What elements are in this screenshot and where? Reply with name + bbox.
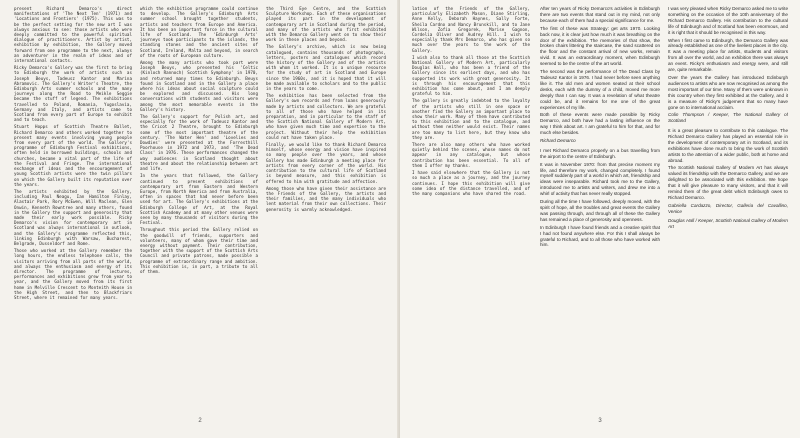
paragraph: The Gallery's archive, which is now being catalogued, contains thousands of photographs, letters, posters and catalogues which record the history of the Gallery and of the artists with whom it worked. It is a unique resource for the study of art in Scotland and Europe since the 1960s, and it is hoped that it will be made available to scholars and to the public in the years to come.	[266, 44, 386, 92]
paragraph: In Edinburgh I have found friends and a creative spirit that I had not found anywhere else. For this I shall always be grateful to Richard, and to all those who have worked with him.	[540, 224, 660, 248]
paragraph: The first of these was Strategy: get arts 1970. Looking back now, it is clear just how much it was breathing on the door of the exhibition. The memories of that show, the broken chairs littering the staircase, the sand scattered on the floor and the constant arrival of new works, remain vivid. It was an extraordinary moment, when Edinburgh seemed to be the centre of the art world.	[540, 25, 660, 67]
paragraph: the Third Eye Centre, and the Scottish Sculpture Workshop. Each of these organisations played its part in the development of contemporary art in Scotland during the period, and many of the artists who first exhibited with the Demarco Gallery went on to show their work in these places and beyond.	[266, 6, 386, 43]
paragraph: It is a great pleasure to contribute to this catalogue. The Richard Demarco Gallery has played an essential role in the development of contemporary art in Scotland, and its exhibitions have done much to bring the work of Scottish artists to the attention of a wider public, both at home and abroad.	[668, 128, 788, 163]
paragraph: I wish also to thank all those at the Scottish National Gallery of Modern Art, particularly Douglas Hall, who has been a friend of the Gallery since its earliest days, and who has supported its work with great generosity. It is through his encouragement that this exhibition has come about, and I am deeply grateful to him.	[412, 54, 530, 97]
signature-colin-thompson: Colin Thompson / Keeper, The National Gallery of Scotland	[668, 112, 788, 124]
right-column-3	[668, 6, 788, 410]
paragraph: Among those who have given their assistance are the Friends of the Gallery, the artists and their families, and the many individuals who lent material from their own collections. Their generosity is warmly acknowledged.	[266, 185, 386, 212]
paragraph: The exhibition has been selected from the Gallery's own records and from loans generously made by artists and collectors. We are grateful to all of those who have helped in its preparation, and in particular to the staff of the Scottish National Gallery of Modern Art, who have given much time and expertise to the project. Without their help the exhibition could not have taken place.	[266, 93, 386, 140]
paragraph: I have said elsewhere that the Gallery is not so much a place as a journey, and the journey continues. I hope this exhibition will give some idea of the distance travelled, and of the many companions who have shared the road.	[412, 170, 530, 196]
signature-gabriella-cardazzo: Gabriella Cardazzo, Director, Galleria del Cavallino, Venice	[668, 202, 788, 214]
right-column-2	[540, 6, 660, 410]
paragraph: During all the time I have followed, deeply moved, with the spirit of hope, all the troubles and great events the Gallery was passing through, and through all of these the Gallery has remained a place of generosity and openness.	[540, 199, 660, 222]
left-column-3	[266, 6, 386, 410]
paragraph: Those who worked at the Gallery remember the long hours, the endless telephone calls, the visitors arriving from all parts of the world, and always the enthusiasm and energy of its director. The programme of lectures, performances and exhibitions grew from year to year, and the Gallery moved from its first home in Melville Crescent to Monteith House in the High Street, and then to Blackfriars Street, where it remained for many years.	[14, 248, 132, 300]
paragraph: After ten years of Ricky Demarco's activities in Edinburgh there are two events that stand out in my mind, not only because each of them had a special significance for me.	[540, 6, 660, 23]
left-column-1	[14, 6, 132, 410]
paragraph: The artists exhibited by the Gallery, including Paul Neagu, Ian Hamilton Finlay, Alastair Park, Rory McEwen, Will Maclean, Glen Onwin, Kenneth Rowntree and many others, found in the Gallery the support and generosity that made their early work possible. Ricky Demarco's vision for contemporary art in Scotland was always international in outlook, and the Gallery's programme reflected this, linking Edinburgh with Warsaw, Bucharest, Belgrade, Dusseldorf and Rome.	[14, 188, 132, 246]
paragraph: In the years that followed, the Gallery continued to present exhibitions of contemporary art from Eastern and Western Europe, from North America and from Australia, often in spaces that had never before been used for art. The Gallery's exhibitions at the Edinburgh College of Art, at the Royal Scottish Academy and at many other venues were seen by many thousands of visitors during the Festival.	[140, 173, 258, 226]
paragraph: The Gallery's support for Polish art, and especially for the work of Tadeusz Kantor and the Cricot 2 Theatre, brought to Edinburgh some of the most important theatre of the century. 'The Water Hen' and 'Lovelies and Dowdies' were presented at the Forresthill Poorhouse in 1972 and 1973, and 'The Dead Class' in 1976. These performances changed the way audiences in Scotland thought about theatre and about the relationship between art and life.	[140, 114, 258, 172]
paragraph: I was very pleased when Ricky Demarco asked me to write something on the occasion of the 10th anniversary of the Richard Demarco Gallery. His contribution to the cultural life of Edinburgh and of Scotland has been enormous, and it is right that it should be recognised in this way.	[668, 6, 788, 35]
paragraph: I met Richard Demarco properly on a bus travelling from the airport to the centre of Edinburgh.	[540, 147, 660, 159]
page-number-left: 2	[198, 418, 202, 424]
paragraph: lation of the Friends of the Gallery, particularly Elizabeth Mason, Diane Stirling, Anne Kelly, Deborah Haynes, Sally Forte, Sheila Cardno and Nancy Brunskill, and to Jane Wilson, Zofia Gregorek, Marise Gagnon, Cordelia Oliver and Audrey Hill. I wish to especially thank Mrs Demarco, who has given so much over the years to the work of the Gallery.	[412, 6, 530, 53]
paragraph: The Scottish National Gallery of Modern Art has always valued its friendship with the Demarco Gallery, and we are delighted to be associated with this exhibition. We hope that it will give pleasure to many visitors, and that it will remind them of the great debt which Edinburgh owes to Richard Demarco.	[668, 165, 788, 200]
paragraph: which the exhibition programme could continue to develop. The Gallery's Edinburgh Arts summer school brought together students, artists and teachers from Europe and America. It has been an important force in the cultural life of Scotland. The 'Edinburgh Arts' journeys took participants to the islands, the standing stones and the ancient sites of Scotland, Ireland, Malta and beyond, in search of the roots of European culture.	[140, 6, 258, 58]
paragraph: Over the years the Gallery has introduced Edinburgh audiences to artists who are now recognised as among the most important of our time. Many of them were unknown in this country when they first exhibited at the Gallery, and it is a measure of Ricky's judgement that so many have gone on to international acclaim.	[668, 74, 788, 110]
paragraph: Throughout this period the Gallery relied on the goodwill of friends, supporters and volunteers, many of whom gave their time and energy without payment. Their contribution, together with the support of the Scottish Arts Council and private patrons, made possible a programme of extraordinary range and ambition. This exhibition is, in part, a tribute to all of them.	[140, 227, 258, 274]
paragraph: Finally, we would like to thank Richard Demarco himself, whose energy and vision have inspired so many people over the years, and whose Gallery has made Edinburgh a meeting place for artists from every corner of the world. His contribution to the cultural life of Scotland is beyond measure, and this exhibition is offered to him with gratitude and affection.	[266, 142, 386, 184]
right-page	[400, 0, 800, 438]
paragraph: There are also many others who have worked quietly behind the scenes, whose names do not appear in any catalogue, but whose contribution has been essential. To all of them I offer my thanks.	[412, 142, 530, 168]
paragraph: The second was the performance of The Dead Class by Tadeusz Kantor in 1976. I had never before seen anything like it. The old men and women seated at their school desks, each with the dummy of a child, moved me more deeply than I can say. It was a revelation of what theatre could be, and it remains for me one of the great experiences of my life.	[540, 69, 660, 110]
paragraph: Ricky Demarco's Gallery was the first to bring to Edinburgh the work of artists such as Joseph Beuys, Tadeusz Kantor and Marina Abramovic. The Gallery's Writer's Theatre, the Edinburgh Arts summer schools and the many journeys along the Road to Meikle Seggie became the stuff of legend. The exhibitions travelled to Poland, Romania, Yugoslavia, Germany and Italy, and artists came to Scotland from every part of Europe to exhibit and to teach.	[14, 65, 132, 123]
paragraph: It was in November 1970: from that precise moment my life, and therefore my work, changed completely. I found myself suddenly part of a world in which art, friendship and ideas were inseparable. Richard took me to the Gallery, introduced me to artists and writers, and drew me into a whirl of activity that has never really stopped.	[540, 161, 660, 197]
paragraph: When I first came to Edinburgh, the Demarco Gallery was already established as one of the liveliest places in the city. It was a meeting place for artists, students and visitors from all over the world, and an exhibition there was always an event. Ricky's enthusiasm and energy were, and still are, quite remarkable.	[668, 37, 788, 73]
paragraph: Stuart Hopps of Scottish Theatre Ballet, Richard Demarco and others worked together to present many events involving young people from every part of the world. The Gallery's programme of Edinburgh Festival exhibitions, often held in borrowed buildings, schools and churches, became a vital part of the life of the Festival and Fringe. The international exchange of ideas and the encouragement of young Scottish artists were the twin pillars on which the Gallery built its reputation over the years.	[14, 124, 132, 187]
right-column-1	[412, 6, 530, 410]
paragraph: present Richard Demarco's direct manifestations of 'The Next Ten' (1971) and 'Locations and Frontiers' (1975). This was to be the perfect setting for the new art I was always anxious to see: those artists who were deeply committed to the powerful spiritual dialogue of practitioners. Artist by artist, exhibition by exhibition, the Gallery moved forward from one programme to the next, always an adventurer in the realm of ideas and of international contacts.	[14, 6, 132, 64]
page-number-right: 3	[598, 418, 602, 424]
paragraph: Among the many artists who took part were Joseph Beuys, who presented his 'Celtic (Kinloch Rannoch) Scottish Symphony' in 1970, and returned many times to Edinburgh. Beuys found in Scotland and in the Gallery a place where his ideas about social sculpture could be explored and discussed. His long conversations with students and visitors were among the most memorable events in the Gallery's history.	[140, 60, 258, 112]
signature-richard-demarco: Richard Demarco	[540, 138, 576, 144]
paragraph: Both of these events were made possible by Ricky Demarco, and both have had a lasting influence on the way I think about art. I am grateful to him for that, and for much else besides.	[540, 112, 660, 136]
paragraph: The gallery is greatly indebted to the loyalty of the artists who still in one space or another find the Gallery an important place to show their work. Many of them have contributed to this exhibition and to the catalogue, and without them neither would exist. Their names are too many to list here, but they know who they are.	[412, 98, 530, 140]
left-column-2	[140, 6, 258, 410]
signature-douglas-hall: Douglas Hall / Keeper, Scottish National Gallery of Modern Art	[668, 218, 788, 230]
